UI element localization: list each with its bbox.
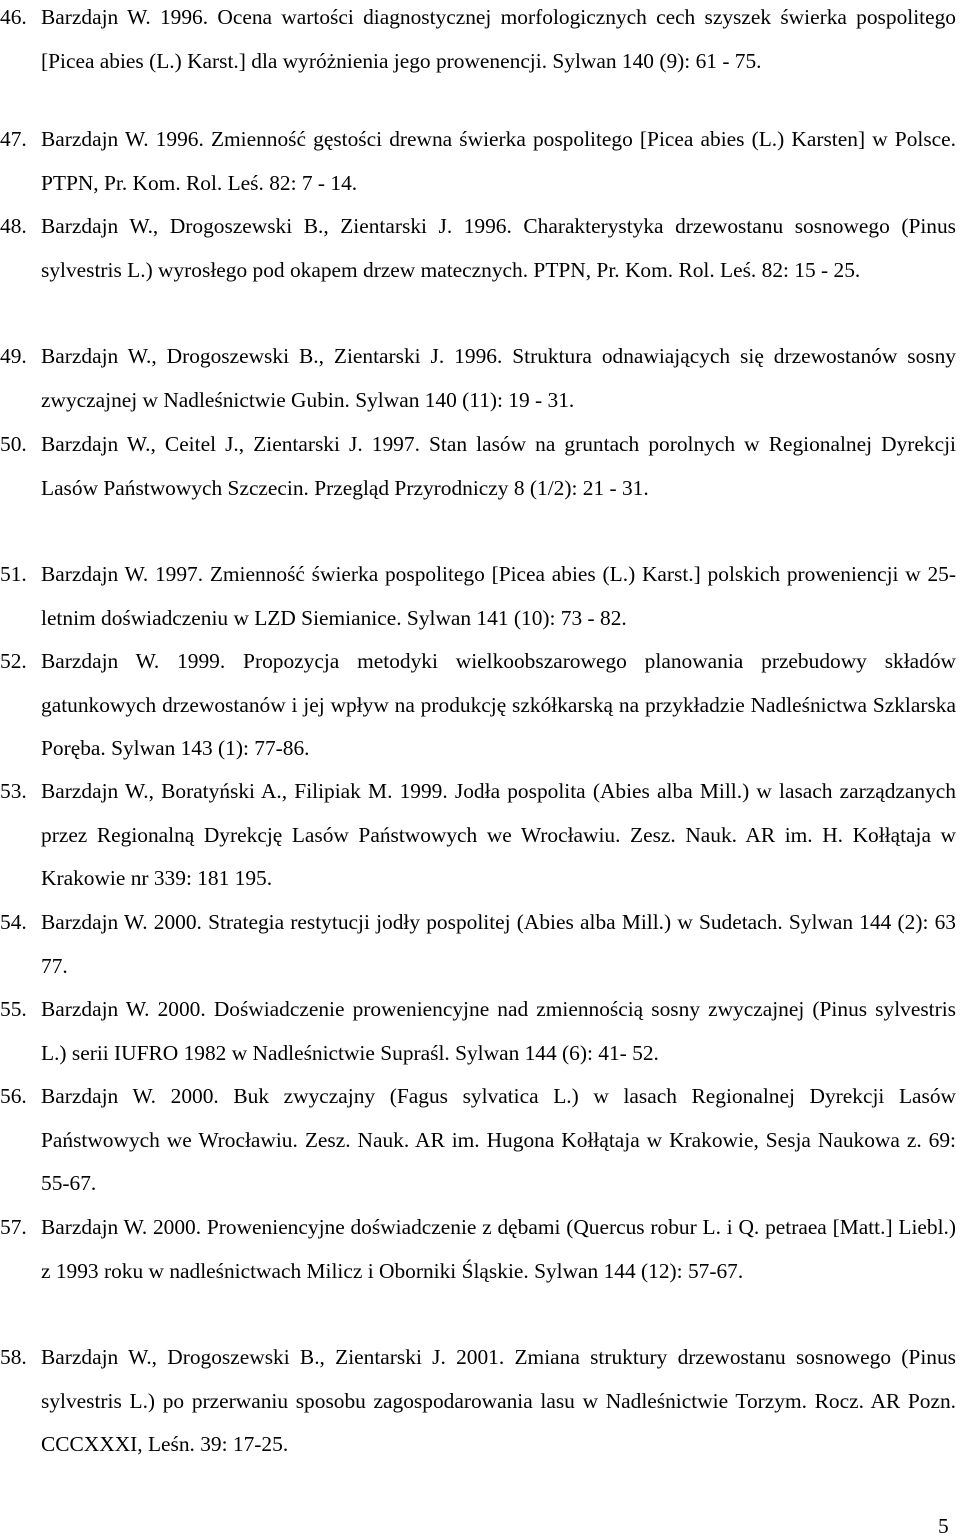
reference-item xyxy=(0,335,956,422)
reference-text: Barzdajn W. 1997. Zmienność świerka pospolitego [Picea abies (L.) Karst.] polskich proweniencji w 25-letnim doświadczeniu w LZD Siemianice. Sylwan 141 (10): 73 - 82. xyxy=(41,562,956,630)
reference-text: Barzdajn W., Drogoszewski B., Zientarski J. 1996. Charakterystyka drzewostanu sosnowego (Pinus sylvestris L.) wyrosłego pod okapem drzew matecznych. PTPN, Pr. Kom. Rol. Leś. 82: 15 - 25. xyxy=(41,214,956,282)
reference-text: Barzdajn W., Boratyński A., Filipiak M. 1999. Jodła pospolita (Abies alba Mill.) w lasach zarządzanych przez Regionalną Dyrekcję Lasów Państwowych we Wrocławiu. Zesz. Nauk. AR im. H. Kołłątaja w Krakowie nr 339: 181 195. xyxy=(41,779,956,890)
reference-number: 51. xyxy=(0,562,27,586)
reference-item xyxy=(0,553,956,640)
reference-item xyxy=(0,1336,956,1467)
reference-item xyxy=(0,1206,956,1293)
reference-number: 49. xyxy=(0,344,27,368)
reference-text: Barzdajn W., Drogoszewski B., Zientarski J. 2001. Zmiana struktury drzewostanu sosnowego (Pinus sylvestris L.) po przerwaniu sposobu zagospodarowania lasu w Nadleśnictwie Torzym. Rocz. AR Pozn. CCCXXXI, Leśn. 39: 17-25. xyxy=(41,1345,956,1456)
reference-text: Barzdajn W., Drogoszewski B., Zientarski J. 1996. Struktura odnawiających się drzewostanów sosny zwyczajnej w Nadleśnictwie Gubin. Sylwan 140 (11): 19 - 31. xyxy=(41,344,956,412)
reference-number: 52. xyxy=(0,649,27,673)
reference-item xyxy=(0,770,956,901)
reference-item xyxy=(0,118,956,205)
reference-text: Barzdajn W. 2000. Proweniencyjne doświadczenie z dębami (Quercus robur L. i Q. petraea [Matt.] Liebl.) z 1993 roku w nadleśnictwach Milicz i Oborniki Śląskie. Sylwan 144 (12): 57-67. xyxy=(41,1215,956,1283)
reference-item xyxy=(0,423,956,510)
reference-number: 56. xyxy=(0,1084,27,1108)
reference-item xyxy=(0,901,956,988)
reference-text: Barzdajn W. 1996. Zmienność gęstości drewna świerka pospolitego [Picea abies (L.) Karsten] w Polsce. PTPN, Pr. Kom. Rol. Leś. 82: 7 - 14. xyxy=(41,127,956,195)
reference-text: Barzdajn W. 1999. Propozycja metodyki wielkoobszarowego planowania przebudowy składów gatunkowych drzewostanów i jej wpływ na produkcję szkółkarską na przykładzie Nadleśnictwa Szklarska Poręba. Sylwan 143 (1): 77-86. xyxy=(41,649,956,760)
reference-text: Barzdajn W. 2000. Doświadczenie proweniencyjne nad zmiennością sosny zwyczajnej (Pinus sylvestris L.) serii IUFRO 1982 w Nadleśnictwie Supraśl. Sylwan 144 (6): 41- 52. xyxy=(41,997,956,1065)
reference-number: 55. xyxy=(0,997,27,1021)
reference-number: 48. xyxy=(0,214,27,238)
reference-text: Barzdajn W. 2000. Buk zwyczajny (Fagus sylvatica L.) w lasach Regionalnej Dyrekcji Lasów Państwowych we Wrocławiu. Zesz. Nauk. AR im. Hugona Kołłątaja w Krakowie, Sesja Naukowa z. 69: 55-67. xyxy=(41,1084,956,1195)
reference-item xyxy=(0,1075,956,1206)
reference-number: 54. xyxy=(0,910,27,934)
reference-item xyxy=(0,0,956,83)
reference-text: Barzdajn W. 1996. Ocena wartości diagnostycznej morfologicznych cech szyszek świerka pospolitego [Picea abies (L.) Karst.] dla wyróżnienia jego prowenencji. Sylwan 140 (9): 61 - 75. xyxy=(41,5,956,73)
reference-number: 57. xyxy=(0,1215,27,1239)
reference-number: 46. xyxy=(0,5,27,29)
reference-number: 50. xyxy=(0,432,27,456)
page-number: 5 xyxy=(938,1514,949,1538)
reference-number: 53. xyxy=(0,779,27,803)
reference-item xyxy=(0,640,956,771)
reference-number: 58. xyxy=(0,1345,27,1369)
reference-text: Barzdajn W., Ceitel J., Zientarski J. 1997. Stan lasów na gruntach porolnych w Regionalnej Dyrekcji Lasów Państwowych Szczecin. Przegląd Przyrodniczy 8 (1/2): 21 - 31. xyxy=(41,432,956,500)
reference-number: 47. xyxy=(0,127,27,151)
reference-item xyxy=(0,988,956,1075)
reference-item xyxy=(0,205,956,292)
reference-text: Barzdajn W. 2000. Strategia restytucji jodły pospolitej (Abies alba Mill.) w Sudetach. Sylwan 144 (2): 63 77. xyxy=(41,910,956,978)
